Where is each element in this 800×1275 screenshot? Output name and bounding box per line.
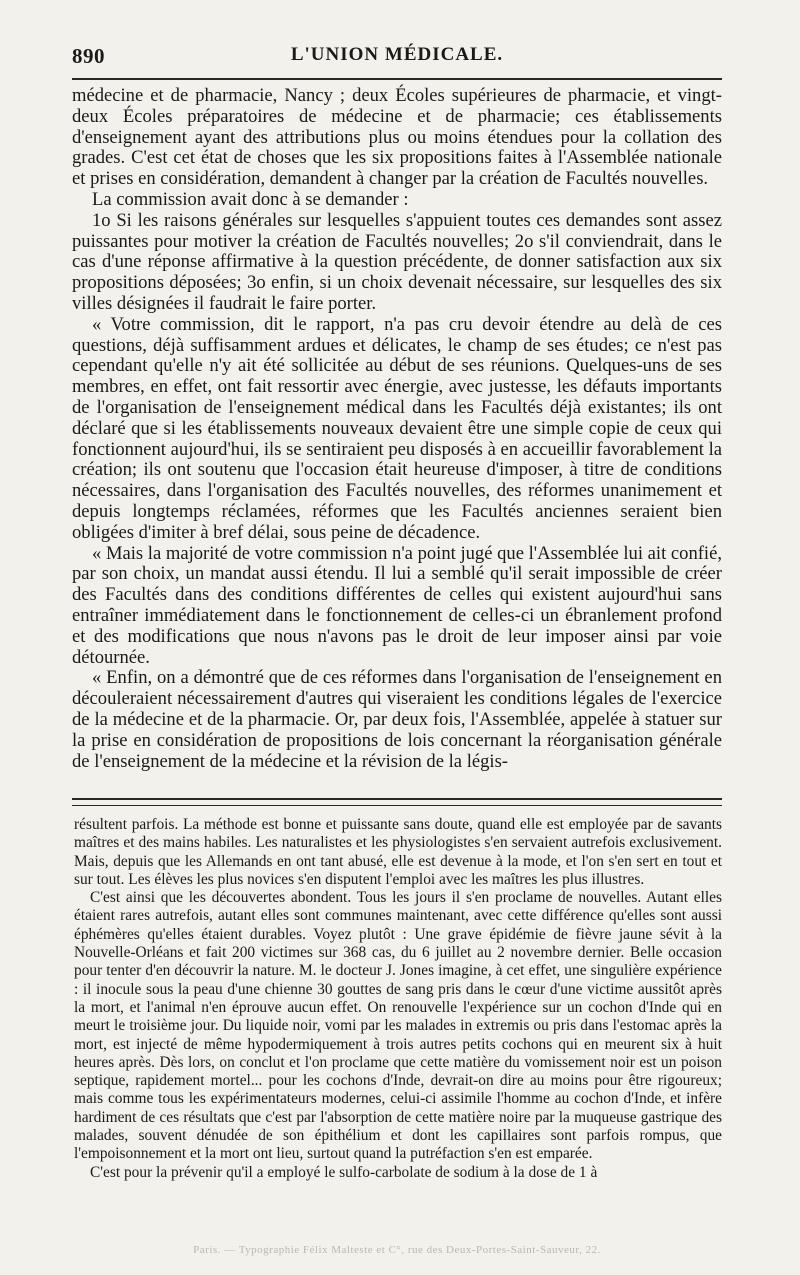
feuilleton-separator — [72, 798, 722, 806]
page-number: 890 — [72, 44, 105, 68]
article-paragraph: La commission avait donc à se demander : — [92, 188, 409, 210]
feuilleton-section — [74, 816, 722, 1182]
article-paragraph: 1o Si les raisons générales sur lesquelles s'appuient toutes ces demandes sont assez puissantes pour motiver la création de Facultés nouvelles; 2o s'il conviendrait, dans le cas d'une réponse affirmative à la question précédente, de donner satisfaction aux six propositions déposées; 3o enfin, si un choix devenait nécessaire, sur lesquelles des six villes désignées il faudrait le faire porter. — [72, 209, 722, 314]
feuilleton-paragraph: résultent parfois. La méthode est bonne et puissante sans doute, quand elle est employée par de savants maîtres et des mains habiles. Les naturalistes et les physiologistes s'en servaient autrefois exclusivement. Mais, depuis que les Allemands en ont tant abusé, elle est devenue à la mode, et l'on s'en sert en tout et sur tout. Les élèves les plus novices s'en disputent l'emploi avec les maîtres les plus illustres. — [74, 816, 722, 888]
header-rule — [72, 78, 722, 80]
article-paragraph: « Enfin, on a démontré que de ces réformes dans l'organisation de l'enseignement en découleraient nécessairement d'autres qui viseraient les conditions légales de l'exercice de la médecine et de la pharmacie. Or, par deux fois, l'Assemblée, appelée à statuer sur la prise en considération de propositions de lois concernant la réorganisation générale de l'enseignement de la médecine et la révision de la légis- — [72, 667, 722, 772]
article-paragraph: médecine et de pharmacie, Nancy ; deux Écoles supérieures de pharmacie, et vingt-deux Écoles préparatoires de médecine et de pharmacie; ces établissements d'enseignement ayant des attributions plus ou moins étendues pour la collation des grades. C'est cet état de choses que les six propositions faites à l'Assemblée nationale et prises en considération, demandent à changer par la création de Facultés nouvelles. — [72, 85, 722, 190]
article-paragraph: « Mais la majorité de votre commission n'a point jugé que l'Assemblée lui ait confié, par son choix, un mandat aussi étendu. Il lui a semblé qu'il serait impossible de créer des Facultés dans des conditions différentes de celles qui existent aujourd'hui sans entraîner immédiatement dans le fonctionnement de celles-ci un ébranlement profond et des modifications que nous n'avons pas le droit de leur imposer ainsi par voie détournée. — [72, 542, 722, 668]
article-paragraph: « Votre commission, dit le rapport, n'a pas cru devoir étendre au delà de ces questions, déjà suffisamment ardues et délicates, le champ de ses études; ce n'est pas cependant qu'elle n'y ait été sollicitée au début de ses réunions. Quelques-uns de ses membres, en effet, ont fait ressortir avec énergie, avec justesse, les défauts importants de l'organisation de l'enseignement médical dans les Facultés déjà existantes; ils ont déclaré que si les établissements nouveaux devaient être une simple copie de ceux qui fonctionnent aujourd'hui, ils se sentiraient peu disposés à en accueillir favorablement la création; ils ont soutenu que l'occasion était heureuse d'imposer, à titre de conditions nécessaires, dans l'organisation des Facultés nouvelles, des réformes unanimement et depuis longtemps réclamées, réformes que les Facultés anciennes seraient bien obligées d'imiter à bref délai, sous peine de décadence. — [72, 313, 722, 543]
running-title: L'UNION MÉDICALE. — [290, 44, 504, 65]
feuilleton-paragraph: C'est pour la prévenir qu'il a employé le sulfo-carbolate de sodium à la dose de 1 à — [90, 1163, 598, 1181]
printer-footer: Paris. — Typographie Félix Malteste et C°, rue des Deux-Portes-Saint-Sauveur, 22. — [193, 1244, 601, 1256]
feuilleton-paragraph: C'est ainsi que les découvertes abondent. Tous les jours il s'en proclame de nouvelles. Autant elles étaient rares autrefois, autant elles sont communes maintenant, avec cette différence qu'elles sont aussi éphémères qu'elles étaient durables. Voyez plutôt : Une grave épidémie de fièvre jaune sévit à la Nouvelle-Orléans et fait 200 victimes sur 368 cas, du 6 juillet au 2 novembre dernier. Belle occasion pour tenter d'en découvrir la nature. M. le docteur J. Jones imagine, à cet effet, une singulière expérience : il inocule sous la peau d'une chienne 30 gouttes de sang pris dans le cœur d'une victime aussitôt après la mort, et l'animal n'en éprouve aucun effet. On renouvelle l'expérience sur un cochon d'Inde qui en meurt le troisième jour. Du liquide noir, vomi par les malades in extremis ou pris dans l'estomac après la mort, est injecté de même hypodermiquement à trois autres petits cochons qui en meurent six à huit heures après. Dès lors, on conclut et l'on proclame que cette matière du vomissement noir est un poison septique, rapidement mortel... pour les cochons d'Inde, devrait-on dire au moins pour être rigoureux; mais comme tous les expérimentateurs modernes, celui-ci assimile l'homme au cochon d'Inde, et infère hardiment de ces résultats que c'est par l'absorption de cette matière noire par la muqueuse gastrique des malades, souvent dénudée de son épithélium et dont les capillaires sont parfois rompus, que l'empoisonnement et la mort ont lieu, surtout quand la putréfaction s'en est emparée. — [74, 889, 722, 1163]
main-article — [72, 86, 722, 772]
page-header — [72, 44, 722, 74]
